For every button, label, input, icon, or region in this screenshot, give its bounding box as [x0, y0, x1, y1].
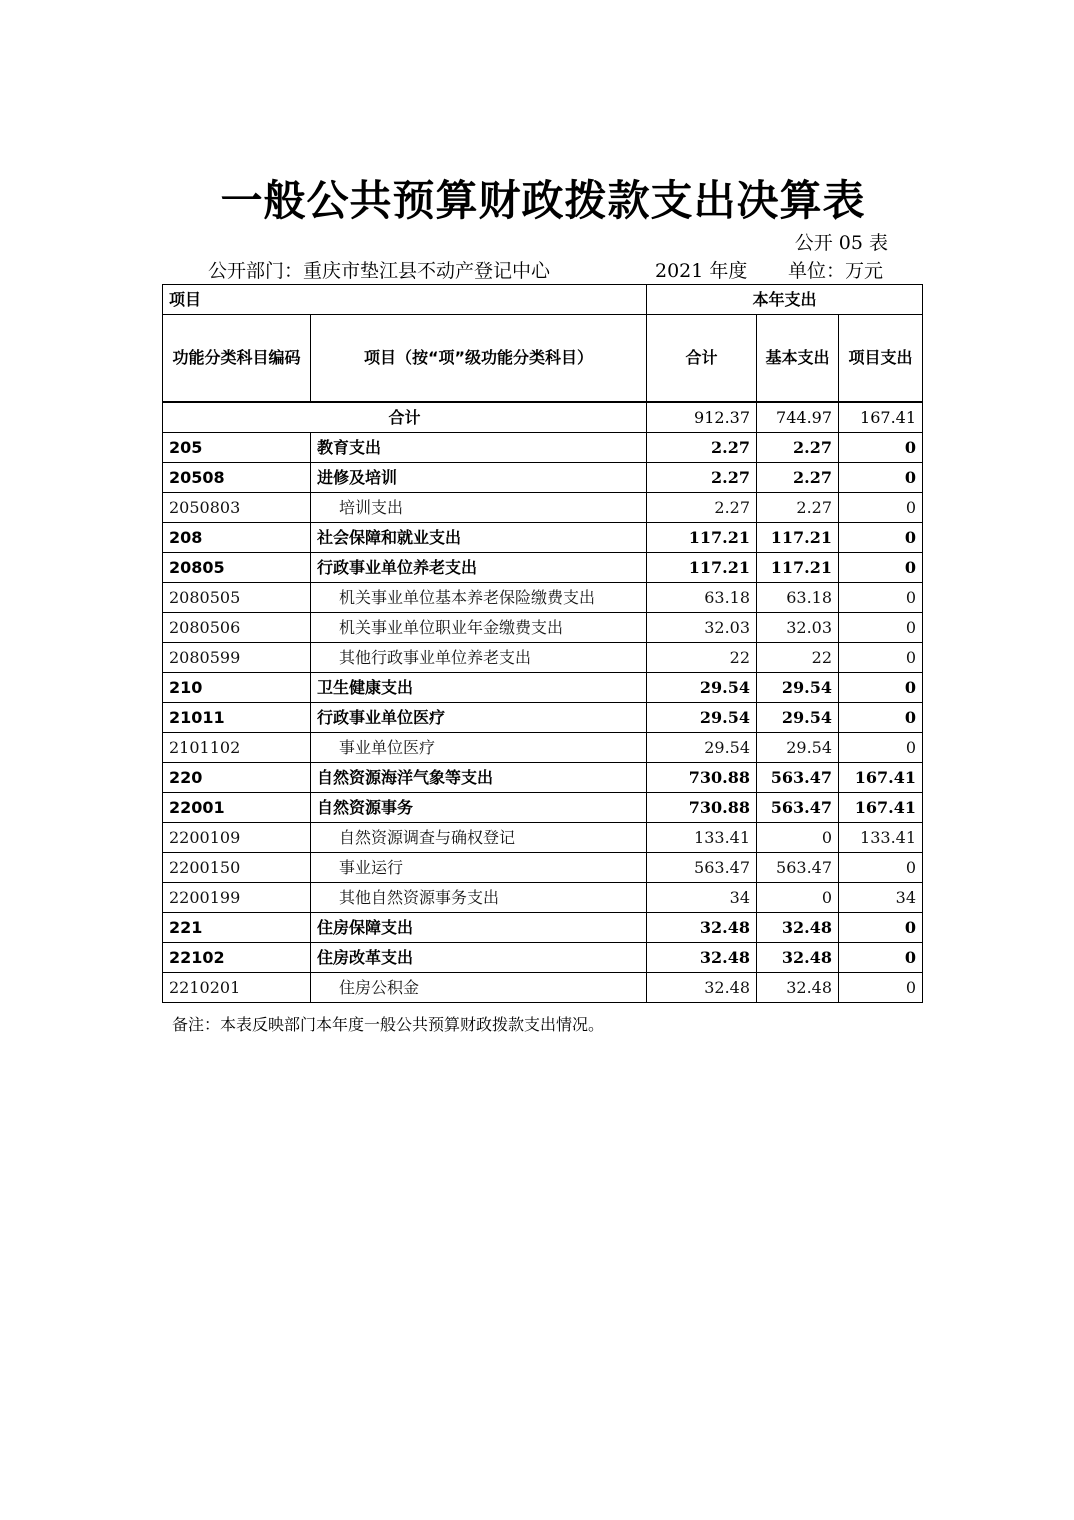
row-basic: 2.27 [757, 433, 839, 463]
row-total: 2.27 [647, 493, 757, 523]
currency-unit: 单位：万元 [788, 260, 884, 282]
row-name: 住房保障支出 [311, 913, 647, 943]
row-project: 0 [839, 853, 923, 883]
row-basic: 29.54 [757, 703, 839, 733]
row-name: 事业单位医疗 [311, 733, 647, 763]
table-row [163, 733, 923, 763]
row-project: 0 [839, 703, 923, 733]
row-code: 22001 [163, 793, 311, 823]
row-name: 教育支出 [311, 433, 647, 463]
expenditure-table [162, 284, 923, 1003]
table-row [163, 943, 923, 973]
department-label: 公开部门：重庆市垫江县不动产登记中心 [208, 260, 551, 282]
row-code: 2200109 [163, 823, 311, 853]
row-code: 21011 [163, 703, 311, 733]
row-code: 2210201 [163, 973, 311, 1003]
row-total: 32.48 [647, 943, 757, 973]
row-basic: 117.21 [757, 523, 839, 553]
header-total: 合计 [647, 315, 757, 403]
row-name: 住房改革支出 [311, 943, 647, 973]
row-project: 167.41 [839, 763, 923, 793]
table-row [163, 823, 923, 853]
row-name: 社会保障和就业支出 [311, 523, 647, 553]
row-basic: 0 [757, 883, 839, 913]
row-project: 0 [839, 493, 923, 523]
row-name: 自然资源事务 [311, 793, 647, 823]
header-project-expense: 项目支出 [839, 315, 923, 403]
row-total: 730.88 [647, 763, 757, 793]
row-code: 2200150 [163, 853, 311, 883]
row-total: 32.48 [647, 913, 757, 943]
row-project: 0 [839, 553, 923, 583]
header-project: 项目 [163, 285, 647, 315]
row-code: 2080599 [163, 643, 311, 673]
row-basic: 29.54 [757, 673, 839, 703]
table-row [163, 913, 923, 943]
row-basic: 563.47 [757, 853, 839, 883]
header-row-2 [163, 315, 923, 403]
row-name: 自然资源调查与确权登记 [311, 823, 647, 853]
row-project: 167.41 [839, 793, 923, 823]
row-name: 进修及培训 [311, 463, 647, 493]
row-total: 117.21 [647, 523, 757, 553]
row-basic: 32.48 [757, 973, 839, 1003]
row-total: 34 [647, 883, 757, 913]
table-row [163, 763, 923, 793]
row-name: 行政事业单位养老支出 [311, 553, 647, 583]
row-project: 0 [839, 523, 923, 553]
row-basic: 2.27 [757, 493, 839, 523]
row-total: 29.54 [647, 733, 757, 763]
row-basic: 117.21 [757, 553, 839, 583]
row-code: 2050803 [163, 493, 311, 523]
row-name: 事业运行 [311, 853, 647, 883]
table-row [163, 973, 923, 1003]
row-name: 其他行政事业单位养老支出 [311, 643, 647, 673]
footnote: 备注：本表反映部门本年度一般公共预算财政拨款支出情况。 [172, 1015, 605, 1034]
row-project: 34 [839, 883, 923, 913]
row-basic: 32.48 [757, 943, 839, 973]
row-project: 0 [839, 433, 923, 463]
row-total: 730.88 [647, 793, 757, 823]
total-basic: 744.97 [757, 402, 839, 433]
row-total: 133.41 [647, 823, 757, 853]
row-total: 2.27 [647, 433, 757, 463]
row-project: 0 [839, 913, 923, 943]
header-row-1 [163, 285, 923, 315]
row-basic: 563.47 [757, 793, 839, 823]
row-name: 住房公积金 [311, 973, 647, 1003]
total-label: 合计 [163, 402, 647, 433]
row-total: 29.54 [647, 703, 757, 733]
row-basic: 32.48 [757, 913, 839, 943]
row-basic: 563.47 [757, 763, 839, 793]
table-row [163, 523, 923, 553]
table-row [163, 613, 923, 643]
header-code: 功能分类科目编码 [163, 315, 311, 403]
row-code: 2080506 [163, 613, 311, 643]
row-name: 培训支出 [311, 493, 647, 523]
row-code: 2101102 [163, 733, 311, 763]
row-total: 563.47 [647, 853, 757, 883]
row-project: 0 [839, 943, 923, 973]
row-total: 117.21 [647, 553, 757, 583]
row-name: 机关事业单位职业年金缴费支出 [311, 613, 647, 643]
row-project: 0 [839, 973, 923, 1003]
row-basic: 63.18 [757, 583, 839, 613]
table-row [163, 673, 923, 703]
header-current-year-expense: 本年支出 [647, 285, 923, 315]
table-row [163, 643, 923, 673]
row-name: 机关事业单位基本养老保险缴费支出 [311, 583, 647, 613]
row-code: 210 [163, 673, 311, 703]
row-basic: 2.27 [757, 463, 839, 493]
page-title: 一般公共预算财政拨款支出决算表 [220, 176, 866, 225]
table-row [163, 793, 923, 823]
row-basic: 29.54 [757, 733, 839, 763]
row-code: 205 [163, 433, 311, 463]
row-project: 0 [839, 583, 923, 613]
header-basic: 基本支出 [757, 315, 839, 403]
table-row [163, 853, 923, 883]
row-code: 2080505 [163, 583, 311, 613]
row-project: 0 [839, 733, 923, 763]
row-basic: 0 [757, 823, 839, 853]
row-project: 133.41 [839, 823, 923, 853]
fiscal-year: 2021 年度 [655, 260, 748, 282]
row-name: 卫生健康支出 [311, 673, 647, 703]
table-row [163, 433, 923, 463]
row-total: 32.48 [647, 973, 757, 1003]
total-total: 912.37 [647, 402, 757, 433]
row-project: 0 [839, 643, 923, 673]
row-project: 0 [839, 613, 923, 643]
table-row [163, 703, 923, 733]
row-name: 行政事业单位医疗 [311, 703, 647, 733]
row-total: 2.27 [647, 463, 757, 493]
table-row [163, 583, 923, 613]
table-row [163, 463, 923, 493]
row-code: 220 [163, 763, 311, 793]
row-name: 自然资源海洋气象等支出 [311, 763, 647, 793]
header-name: 项目（按“项”级功能分类科目） [311, 315, 647, 403]
total-project: 167.41 [839, 402, 923, 433]
row-basic: 32.03 [757, 613, 839, 643]
row-code: 20508 [163, 463, 311, 493]
row-project: 0 [839, 463, 923, 493]
table-row [163, 553, 923, 583]
row-total: 32.03 [647, 613, 757, 643]
row-total: 22 [647, 643, 757, 673]
table-row [163, 883, 923, 913]
row-project: 0 [839, 673, 923, 703]
row-total: 29.54 [647, 673, 757, 703]
row-name: 其他自然资源事务支出 [311, 883, 647, 913]
row-code: 22102 [163, 943, 311, 973]
row-code: 221 [163, 913, 311, 943]
row-total: 63.18 [647, 583, 757, 613]
total-row [163, 402, 923, 433]
row-code: 208 [163, 523, 311, 553]
row-basic: 22 [757, 643, 839, 673]
table-row [163, 493, 923, 523]
row-code: 2200199 [163, 883, 311, 913]
form-number: 公开 05 表 [794, 232, 888, 254]
row-code: 20805 [163, 553, 311, 583]
